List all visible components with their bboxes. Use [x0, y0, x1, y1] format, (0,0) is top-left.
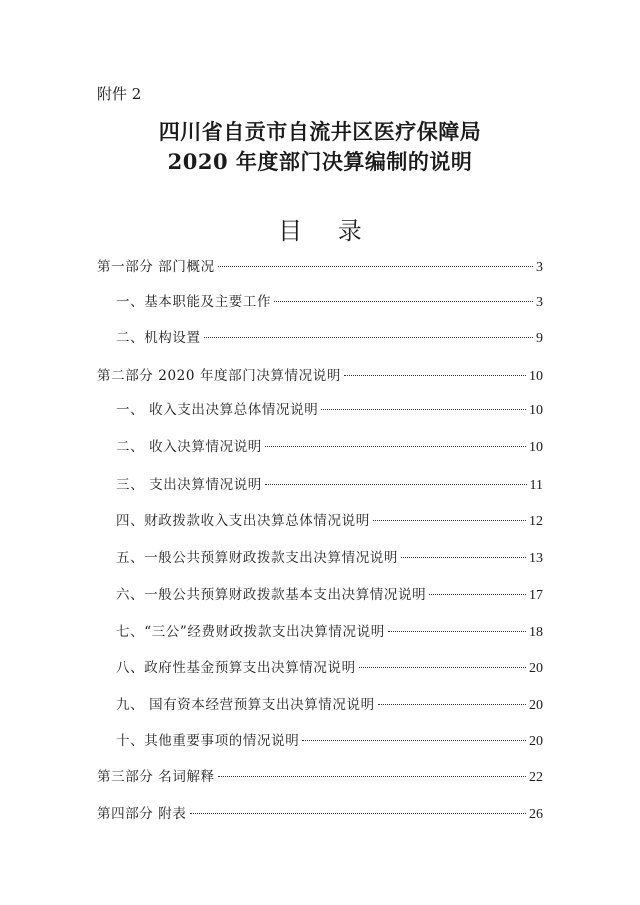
- toc-entry[interactable]: [116, 475, 543, 495]
- attachment-label: 附件 2: [97, 85, 142, 103]
- toc-entry-page: 12: [529, 514, 543, 529]
- toc-dot-leader: [321, 409, 526, 410]
- toc-entry-label: 五、一般公共预算财政拨款支出决算情况说明: [116, 550, 398, 566]
- toc-entry-page: 11: [529, 478, 543, 493]
- toc-entry[interactable]: [116, 437, 543, 457]
- toc-entry-label: 第二部分 2020 年度部门决算情况说明: [97, 368, 341, 384]
- toc-entry[interactable]: [116, 731, 543, 751]
- toc-entry-page: 9: [536, 331, 543, 346]
- toc-dot-leader: [218, 266, 533, 267]
- toc-dot-leader: [378, 704, 526, 705]
- toc-entry[interactable]: [116, 695, 543, 715]
- toc-entry-label: 六、一般公共预算财政拨款基本支出决算情况说明: [116, 587, 427, 603]
- toc-entry-label: 第四部分 附表: [97, 806, 187, 822]
- toc-entry-label: 一、 收入支出决算总体情况说明: [116, 402, 319, 418]
- toc-entry-page: 17: [529, 588, 543, 603]
- toc-entry-page: 10: [529, 369, 543, 384]
- toc-entry-page: 10: [529, 440, 543, 455]
- toc-entry-label: 第三部分 名词解释: [97, 769, 215, 785]
- toc-entry-page: 20: [529, 734, 543, 749]
- toc-entry-label: 四、财政拨款收入支出决算总体情况说明: [116, 513, 370, 529]
- document-title-line-2: 2020 年度部门决算编制的说明: [167, 149, 473, 174]
- toc-dot-leader: [274, 301, 533, 302]
- toc-dot-leader: [344, 375, 526, 376]
- toc-entry[interactable]: [116, 585, 543, 605]
- toc-entry[interactable]: [97, 767, 543, 787]
- toc-dot-leader: [204, 337, 533, 338]
- toc-entry[interactable]: [116, 511, 543, 531]
- toc-entry-page: 18: [529, 625, 543, 640]
- toc-dot-leader: [359, 667, 526, 668]
- toc-entry[interactable]: [116, 622, 543, 642]
- toc-entry[interactable]: [116, 400, 543, 420]
- toc-entry-page: 10: [529, 403, 543, 418]
- toc-entry[interactable]: [116, 328, 543, 348]
- toc-dot-leader: [373, 520, 526, 521]
- toc-entry-page: 22: [529, 770, 543, 785]
- toc-dot-leader: [429, 594, 526, 595]
- toc-entry-page: 3: [536, 260, 543, 275]
- toc-dot-leader: [388, 631, 526, 632]
- toc-entry-label: 一、基本职能及主要工作: [116, 294, 272, 310]
- toc-entry-label: 二、 收入决算情况说明: [116, 439, 262, 455]
- toc-entry-label: 七、“三公”经费财政拨款支出决算情况说明: [116, 624, 385, 640]
- toc-dot-leader: [265, 484, 527, 485]
- toc-entry[interactable]: [97, 366, 543, 386]
- toc-entry-page: 26: [529, 807, 543, 822]
- toc-entry-label: 二、机构设置: [116, 330, 201, 346]
- toc-entry[interactable]: [97, 804, 543, 824]
- toc-dot-leader: [190, 813, 527, 814]
- toc-entry-page: 20: [529, 698, 543, 713]
- toc-dot-leader: [218, 776, 526, 777]
- toc-dot-leader: [302, 740, 526, 741]
- toc-entry-page: 3: [536, 295, 543, 310]
- document-title-line-1: 四川省自贡市自流井区医疗保障局: [158, 119, 482, 144]
- toc-dot-leader: [265, 446, 526, 447]
- toc-entry[interactable]: [116, 292, 543, 312]
- toc-entry-page: 20: [529, 661, 543, 676]
- toc-dot-leader: [401, 557, 526, 558]
- toc-entry-label: 八、政府性基金预算支出决算情况说明: [116, 660, 356, 676]
- toc-entry-label: 第一部分 部门概况: [97, 259, 215, 275]
- toc-entry-label: 九、 国有资本经营预算支出决算情况说明: [116, 697, 375, 713]
- toc-entry-page: 13: [529, 551, 543, 566]
- toc-entry[interactable]: [116, 548, 543, 568]
- toc-entry[interactable]: [97, 257, 543, 277]
- toc-heading: 目 录: [278, 217, 376, 245]
- toc-entry-label: 十、其他重要事项的情况说明: [116, 733, 300, 749]
- toc-entry[interactable]: [116, 658, 543, 678]
- toc-entry-label: 三、 支出决算情况说明: [116, 477, 262, 493]
